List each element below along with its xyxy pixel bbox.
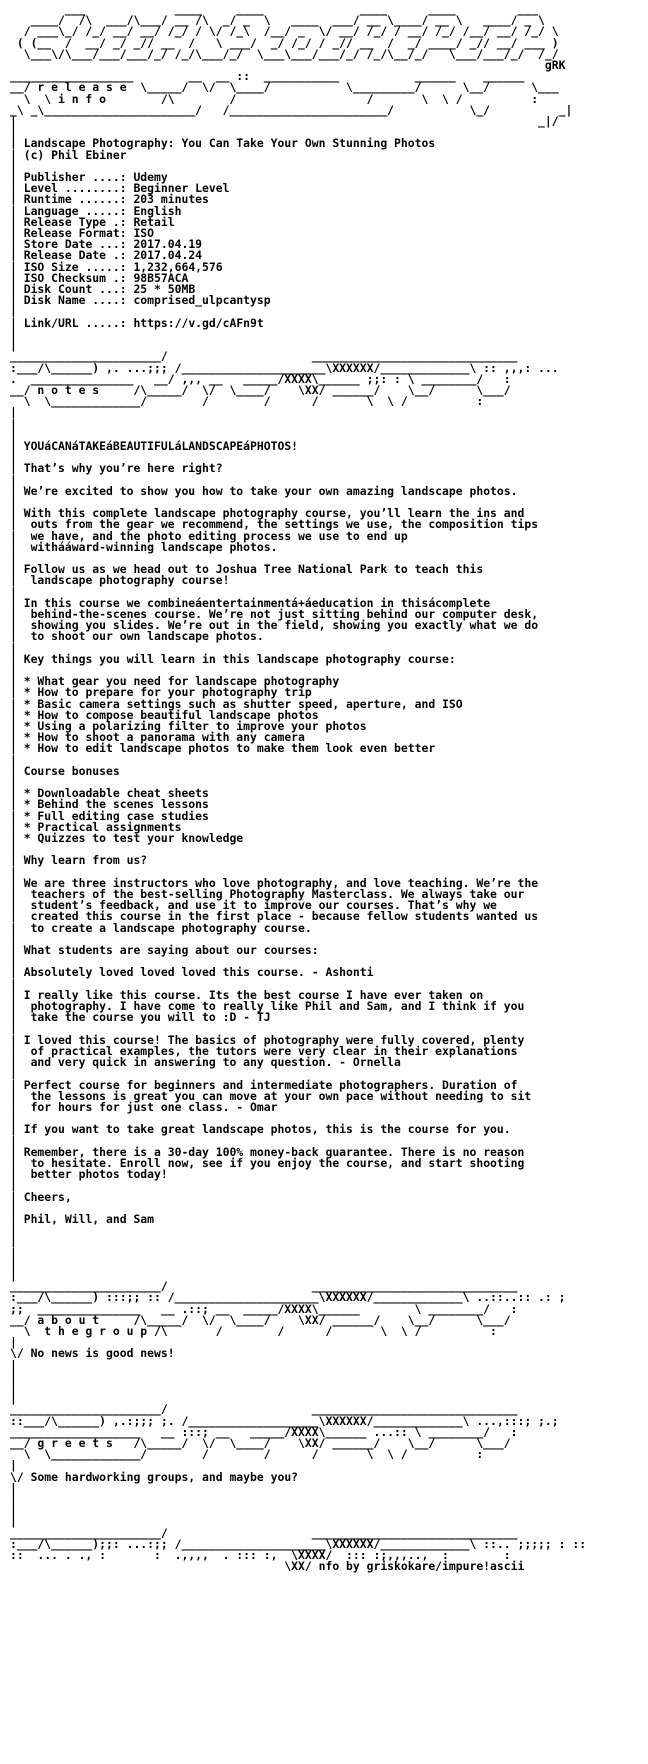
notes-body-line-text: for hours for just one class. - Omar <box>23 1099 278 1114</box>
release-field-row: | Disk Name ....: comprised_ulpcantysp <box>10 293 271 308</box>
logo-art-line-text: ( (__ / __/ _/ _// __ / \ ___/ _/ /_/ / _// __ / _/ ____/ _// __/ ___ ) <box>10 35 559 50</box>
greets-heading-line-text: __/ g r e e t s /\_____/ \/ \____/ \XX/ ______/ \__/ \___/ <box>10 1436 511 1450</box>
release-field-value: Retail <box>133 214 175 229</box>
notes-body-line-text: withááward-winning landscape photos. <box>23 539 278 554</box>
notes-body-line-text: * Basic camera settings such as shutter speed, aperture, and ISO <box>23 696 463 711</box>
notes-body-line: | created this course in the first place - because fellow students wanted us <box>10 909 539 924</box>
footer-credit <box>10 1559 524 1573</box>
notes-body-line-text: I really like this course. Its the best course I have ever taken on <box>23 987 484 1002</box>
notes-body-line: | If you want to take great landscape photos, this is the course for you. <box>10 1122 511 1137</box>
release-field-row: | ISO Checksum .: 98B57ACA <box>10 270 189 285</box>
notes-body-line-text: YOUáCANáTAKEáBEAUTIFULáLANDSCAPEáPHOTOS! <box>23 438 299 453</box>
notes-body-line-text: * Using a polarizing filter to improve your photos <box>23 719 367 733</box>
notes-body-line: | <box>10 450 24 465</box>
release-field-row: | Store Date ...: 2017.04.19 <box>10 237 203 252</box>
notes-body-line-text: In this course we combineáentertainmentá+áeducation in thisácomplete <box>23 595 491 610</box>
notes-body-line: | * How to compose beautiful landscape photos <box>10 707 319 722</box>
notes-body-line: | <box>10 472 24 487</box>
notes-body-line-text: * Practical assignments <box>23 819 182 834</box>
notes-body-line-text: We are three instructors who love photography, and love teaching. We’re the <box>23 875 539 890</box>
notes-body-line-text: we have, and the photo editing process we use to end up <box>23 528 408 543</box>
release-heading-line-text: _\ _\______________________/ /_______________________/ \_/ _| <box>10 102 573 117</box>
notes-body-line-text: outs from the gear we recommend, the settings we use, the composition tips <box>23 517 539 532</box>
notes-body-line: | to hesitate. Enroll now, see if you enjoy the course, and start shooting <box>10 1155 525 1170</box>
footer-border-line-text: ______________________/ ______________________________ <box>10 1525 518 1540</box>
release-border-line-text: __________________ __ __ :: ___________ ______ ______ <box>10 69 525 84</box>
notes-body-line-text: Remember, there is a 30-day 100% money-back guarantee. There is no reason <box>23 1144 525 1159</box>
release-field-label: Language .....: <box>23 203 127 218</box>
notes-body-line: | Cheers, <box>10 1189 72 1204</box>
greets-heading-line-text: \ \_____________/ / / / \ \ / : <box>10 1447 484 1462</box>
notes-body-line: | <box>10 1178 24 1193</box>
notes-body-line: | <box>10 842 24 857</box>
greets-border-line-text: ::___/\______) ,.:;;; ;. /___________________\XXXXXX/_____________\ ...,:::; ;.; <box>10 1413 559 1428</box>
greets-text-text: Some hardworking groups, and maybe you? <box>30 1469 299 1484</box>
notes-body-line-text: That’s why you’re here right? <box>23 461 223 476</box>
notes-body-line-text: teachers of the best-selling Photography Masterclass. We always take our <box>23 887 525 902</box>
notes-body-line-text: * What gear you need for landscape photography <box>23 674 340 689</box>
notes-body-line: | teachers of the best-selling Photography Masterclass. We always take our <box>10 887 525 902</box>
notes-body-line-text: * Behind the scenes lessons <box>23 797 209 812</box>
notes-body-line: | <box>10 1066 24 1081</box>
release-field-value: Beginner Level <box>133 181 230 196</box>
release-field-label: Runtime ......: <box>23 192 127 207</box>
release-field-value: comprised_ulpcantysp <box>133 293 271 308</box>
notes-body-line-text: the lessons is great you can move at your own pace without needing to sit <box>23 1088 532 1103</box>
notes-body-line-text: and very quick in answering to any question. - Ornella <box>23 1055 401 1070</box>
release-field-label: Release Date .: <box>23 248 127 263</box>
release-field-label: Release Type .: <box>23 214 127 229</box>
notes-body-line-text: * How to edit landscape photos to make them look even better <box>23 741 436 756</box>
notes-body-line-text: Perfect course for beginners and intermediate photographers. Duration of <box>23 1077 518 1092</box>
nfo-document: ___ ____ ____ ____ ____ ___ ____/ /\ ___/\___/ __ /\ _/ _ \ ____ ___/ __ \____/ __ \ ____/ _ \ / ___\_/ /_/ __/ __/ /_/ / \/ /_\ /__/ _ \/ __/ /_/ / __/ /_/ /__/ __/ /_/ \ ( (__ / __/ _/ _// __ / \ ___/ _/ /_/ / _// __ / _/ ____/ _// __/ ___ ) \___\/\___/___/___/_/ /_/\___/_/ \___\___/___/_/ /_/\__/_/ \___/___/_/ /_/ gRK __________________ __ __ :: ___________ ______ ______ __/ r e l e a s e \_____/ \/ \____/ \_________/ \__/ \___ \ \ i n f o /\ / / \ \ / : _\ _\______________________/ /_______________________/ \_/ _| | _|/ | | Landscape Photography: You Can Take Your Own Stunning Photos | (c) Phil Ebiner | | Publisher ....: Udemy | Level ........: Beginner Level | Runtime ......: 203 minutes | Language .....: English | Release Type .: Retail | Release Format: ISO | Store Date ...: 2017.04.19 | Release Date .: 2017.04.24 | ISO Size .....: 1,232,664,576 | ISO Checksum .: 98B57ACA | Disk Count ...: 25 * 50MB | Disk Name ....: comprised_ulpcantysp | | Link/URL .....: https://v.gd/cAFn9t | | ______________________/ ______________________________ :___/\______) ,. ...;;; /_____________________\XXXXXX/_____________\ :: ,,,: ... . _______________ __/ ,,, __ _____/XXXX\______ ;;: : \ ________/ : __/ n o t e s /\_____/ \/ \____/ \XX/ ______/ \__/ \___/ \ \_____________/ / / / \ \ / : | | | | YOUáCANáTAKEáBEAUTIFULáLANDSCAPEáPHOTOS! | | That’s why you’re here right? | | We’re excited to show you how to take your own amazing landscape photos. | | With this complete landscape photography course, you’ll learn the ins and | outs from the gear we recommend, the settings we use, the composition tips | we have, and the photo editing process we use to end up | withááward-winning landscape photos. | | Follow us as we head out to Joshua Tree National Park to teach this | landscape photography course! | | In this course we combineáentertainmentá+áeducation in thisácomplete | behind-the-scenes course. We’re not just sitting behind our computer desk, | showing you slides. We’re out in the field, showing you exactly what we do | to shoot our own landscape photos. | | Key things you will learn in this landscape photography course: | | * What gear you need for landscape photography | * How to prepare for your photography trip | * Basic camera settings such as shutter speed, aperture, and ISO | * How to compose beautiful landscape photos | * Using a polarizing filter to improve your photos | * How to shoot a panorama with any camera | * How to edit landscape photos to make them look even better | | Course bonuses | | * Downloadable cheat sheets | * Behind the scenes lessons | * Full editing case studies | * Practical assignments | * Quizzes to test your knowledge | | Why learn from us? | | We are three instructors who love photography, and love teaching. We’re the | teachers of the best-selling Photography Masterclass. We always take our | student’s feedback, and use it to improve our courses. That’s why we | created this course in the first place - because fellow students wanted us | to create a landscape photography course. | | What students are saying about our courses: | | Absolutely loved loved loved this course. - Ashonti | | I really like this course. Its the best course I have ever taken on | photography. I have come to really like Phil and Sam, and I think if you | take the course you will to :D - TJ | | I loved this course! The basics of photography were fully covered, plenty | of practical examples, the tutors were very clear in their explanations | and very quick in answering to any question. - Ornella | | Perfect course for beginners and intermediate photographers. Duration of | the lessons is great you can move at your own pace without needing to sit | for hours for just one class. - Omar | | If you want to take great landscape photos, this is the course for you. | | Remember, there is a 30-day 100% money-back guarantee. There is no reason | to hesitate. Enroll now, see if you enjoy the course, and start shooting | better photos today! | | Cheers, | | Phil, Will, and Sam | | | | | ______________________/ ______________________________ :___/\______) :::;; :: /_____________________\XXXXXX/_____________\ ..::..:: .: ; ;; _______________ __ .::; __ _____/XXXX\______ \ ________/ : __/ a b o u t /\_____/ \/ \____/ \XX/ ______/ \__/ \___/ \ t h e g r o u p /\ / / / \ \ / : | \/ No news is good news! | | | | ______________________/ ______________________________ ::___/\______) ,.:;;; ;. /___________________\XXXXXX/_____________\ ...,:::; ;.; ___________________ __ :::; __ _____/XXXX\______ ...:: \ ________/ : __/ g r e e t s /\_____/ \/ \____/ \XX/ ______/ \__/ \___/ \ \_____________/ / / / \ \ / : | \/ Some hardworking groups, and maybe you? | | | | ______________________/ ______________________________ :___/\______);;: ...:;; /_____________________\XXXXXX/_____________\ ::.. ;;;;; : :: :: ... . ., : : .,,,, . ::: :, \XXXX/ ::: :;,,,.., : : \XX/ nfo by griskokare/impure!ascii <box>10 2 587 1574</box>
release-field-value: 98B57ACA <box>133 270 189 285</box>
notes-body-line: | <box>10 864 24 879</box>
release-field-label: Disk Name ....: <box>23 293 127 308</box>
notes-body-line: | We are three instructors who love photography, and love teaching. We’re the <box>10 875 539 890</box>
release-field-row: | Runtime ......: 203 minutes <box>10 192 209 207</box>
notes-body-line: | Remember, there is a 30-day 100% money-back guarantee. There is no reason <box>10 1144 525 1159</box>
notes-body-line-text: to create a landscape photography course. <box>23 920 312 935</box>
notes-body-line: | to shoot our own landscape photos. <box>10 629 264 644</box>
notes-body-line: | Why learn from us? <box>10 853 148 868</box>
notes-body-line: | In this course we combineáentertainmentá+áeducation in thisácomplete <box>10 595 491 610</box>
notes-heading-line-text: __/ n o t e s /\_____/ \/ \____/ \XX/ ______/ \__/ \___/ <box>10 382 511 397</box>
release-copyright: | (c) Phil Ebiner <box>10 147 127 162</box>
notes-body-line-text: Absolutely loved loved loved this course. - Ashonti <box>23 965 374 980</box>
about-text: \/ No news is good news! <box>10 1346 175 1361</box>
release-field-value: ISO <box>133 226 155 241</box>
notes-body-line-text: of practical examples, the tutors were very clear in their explanations <box>23 1043 518 1058</box>
notes-body-line: | * How to shoot a panorama with any camera <box>10 730 305 745</box>
notes-body-line-text: showing you slides. We’re out in the field, showing you exactly what we do <box>23 618 539 633</box>
notes-body-line: | better photos today! <box>10 1167 168 1182</box>
notes-body-line: | landscape photography course! <box>10 573 230 588</box>
notes-body-line-text: We’re excited to show you how to take your own amazing landscape photos. <box>23 483 518 498</box>
greets-text: \/ Some hardworking groups, and maybe you? <box>10 1469 299 1484</box>
notes-body-line: | Phil, Will, and Sam <box>10 1211 155 1226</box>
notes-body-line-text: What students are saying about our courses: <box>23 943 319 958</box>
notes-body-line: | * Practical assignments <box>10 819 182 834</box>
notes-body-line: | <box>10 976 24 991</box>
notes-heading-line-text: \ \_____________/ / / / \ \ / : <box>10 394 484 409</box>
notes-body-line: | * Basic camera settings such as shutter speed, aperture, and ISO <box>10 696 463 711</box>
about-border-line-text: :___/\______) :::;; :: /_____________________\XXXXXX/_____________\ ..::..:: .: ; <box>10 1290 566 1305</box>
release-field-value: 2017.04.24 <box>133 248 203 263</box>
logo-art-line-text: ___ ____ ____ ____ ____ ___ <box>10 2 539 16</box>
notes-border-line-text: ______________________/ ______________________________ <box>10 349 518 364</box>
notes-body-line-text: landscape photography course! <box>23 573 230 588</box>
release-link-row: | Link/URL .....: https://v.gd/cAFn9t <box>10 315 264 330</box>
release-field-label: Store Date ...: <box>23 237 127 252</box>
notes-body-line: | I really like this course. Its the best course I have ever taken on <box>10 987 484 1002</box>
release-field-label: Disk Count ...: <box>23 282 127 297</box>
notes-body-line-text: With this complete landscape photography course, you’ll learn the ins and <box>23 506 525 521</box>
notes-body-line: | * What gear you need for landscape photography <box>10 674 340 689</box>
notes-border-line-text: . _______________ __/ ,,, __ _____/XXXX\______ ;;: : \ ________/ : <box>10 371 511 386</box>
notes-border-line-text: :___/\______) ,. ...;;; /_____________________\XXXXXX/_____________\ :: ,,,: ... <box>10 360 559 375</box>
notes-body-line-text: student’s feedback, and use it to improve our courses. That’s why we <box>23 898 497 913</box>
notes-body-line-text: * How to prepare for your photography trip <box>23 685 312 700</box>
notes-body-line: | YOUáCANáTAKEáBEAUTIFULáLANDSCAPEáPHOTOS! <box>10 438 299 453</box>
notes-body-line: | <box>10 1200 24 1215</box>
notes-body-line: | <box>10 584 24 599</box>
notes-body-line-text: If you want to take great landscape photos, this is the course for you. <box>23 1122 511 1137</box>
notes-body-line: | <box>10 662 24 677</box>
release-title: | Landscape Photography: You Can Take Your Own Stunning Photos <box>10 136 436 151</box>
notes-body-line: | <box>10 1133 24 1148</box>
footer-credit-text: \XX/ nfo by griskokare/impure!ascii <box>284 1559 525 1574</box>
footer-border-line-text: :: ... . ., : : .,,,, . ::: :, \XXXX/ ::: :;,,,.., : : <box>10 1548 511 1563</box>
notes-body-line: | That’s why you’re here right? <box>10 461 223 476</box>
notes-body-line-text: * Full editing case studies <box>23 808 209 823</box>
release-field-row: | Level ........: Beginner Level <box>10 181 230 196</box>
notes-body-line-text: I loved this course! The basics of photography were fully covered, plenty <box>23 1032 525 1047</box>
notes-body-line: | * Downloadable cheat sheets <box>10 786 209 801</box>
notes-body-line: | Course bonuses <box>10 763 120 778</box>
notes-body-line: | <box>10 1111 24 1126</box>
release-field-label: ISO Checksum .: <box>23 270 127 285</box>
release-field-row: | Release Date .: 2017.04.24 <box>10 248 203 263</box>
about-border-line-text: ;; _______________ __ .::; __ _____/XXXX\______ \ ________/ : <box>10 1301 518 1316</box>
notes-body-line: | * Behind the scenes lessons <box>10 797 209 812</box>
notes-body-line: | * How to prepare for your photography trip <box>10 685 312 700</box>
notes-body-line: | <box>10 1021 24 1036</box>
notes-body-line: | student’s feedback, and use it to improve our courses. That’s why we <box>10 898 497 913</box>
notes-body-line-text: to shoot our own landscape photos. <box>23 629 264 644</box>
logo-art-line-text: / ___\_/ /_/ __/ __/ /_/ / \/ /_\ /__/ _ \/ __/ /_/ / __/ /_/ /__/ __/ /_/ \ <box>10 24 559 39</box>
notes-body-line: | photography. I have come to really like Phil and Sam, and I think if you <box>10 999 525 1014</box>
notes-body-line-text: Course bonuses <box>23 763 120 778</box>
notes-body-line-text: to hesitate. Enroll now, see if you enjoy the course, and start shooting <box>23 1155 525 1170</box>
notes-body-line: | * How to edit landscape photos to make them look even better <box>10 741 436 756</box>
notes-body-line: | We’re excited to show you how to take your own amazing landscape photos. <box>10 483 518 498</box>
notes-body-line-text: behind-the-scenes course. We’re not just sitting behind our computer desk, <box>23 606 539 621</box>
notes-body-line: | to create a landscape photography course. <box>10 920 312 935</box>
notes-body-line-text: created this course in the first place - because fellow students wanted us <box>23 909 539 924</box>
notes-body-line: | <box>10 775 24 790</box>
notes-body-line-text: better photos today! <box>23 1167 168 1182</box>
notes-body-line: | What students are saying about our courses: <box>10 943 319 958</box>
greets-heading-line <box>10 1447 483 1461</box>
notes-body-line: | <box>10 954 24 969</box>
release-field-label: Release Format: <box>23 226 127 241</box>
notes-body-line: | and very quick in answering to any question. - Ornella <box>10 1055 401 1070</box>
notes-body-line: | Absolutely loved loved loved this course. - Ashonti <box>10 965 374 980</box>
notes-body-line: | <box>10 494 24 509</box>
notes-body-line: | <box>10 931 24 946</box>
release-copyright-text: (c) Phil Ebiner <box>23 147 127 162</box>
notes-body-line-text: * Quizzes to test your knowledge <box>23 831 244 846</box>
notes-body-line-text: photography. I have come to really like Phil and Sam, and I think if you <box>23 999 525 1014</box>
release-field-value: 25 * 50MB <box>133 282 196 297</box>
release-field-row: | ISO Size .....: 1,232,664,576 <box>10 259 223 274</box>
about-heading-line <box>10 1324 497 1338</box>
notes-body-line-text: * How to compose beautiful landscape photos <box>23 707 319 722</box>
about-text-text: No news is good news! <box>30 1346 175 1361</box>
notes-body-line: | * Using a polarizing filter to improve your photos <box>10 719 367 733</box>
about-heading-line-text: \ t h e g r o u p /\ / / / \ \ / : <box>10 1323 497 1338</box>
notes-body-line: | <box>10 640 24 655</box>
release-field-row: | Language .....: English <box>10 203 182 218</box>
about-border-line-text: ______________________/ ______________________________ <box>10 1279 518 1294</box>
release-field-value: English <box>133 203 182 218</box>
release-link-label: Link/URL .....: <box>23 315 127 330</box>
notes-body-line-text: * How to shoot a panorama with any camera <box>23 730 305 745</box>
notes-body-line-text: Key things you will learn in this landscape photography course: <box>23 651 456 666</box>
release-field-value: 203 minutes <box>133 192 209 207</box>
notes-body-line: | of practical examples, the tutors were very clear in their explanations <box>10 1043 518 1058</box>
release-field-value: 1,232,664,576 <box>133 259 223 274</box>
notes-body-line: | Follow us as we head out to Joshua Tree National Park to teach this <box>10 562 484 577</box>
notes-body-line-text: Cheers, <box>23 1189 72 1204</box>
notes-body-line: | I loved this course! The basics of photography were fully covered, plenty <box>10 1032 525 1047</box>
greets-border-line-text: ___________________ __ :::; __ _____/XXXX\______ ...:: \ ________/ : <box>10 1424 518 1439</box>
notes-body-line-text: Why learn from us? <box>23 853 148 868</box>
notes-body-line: | Perfect course for beginners and intermediate photographers. Duration of <box>10 1077 518 1092</box>
release-field-label: Level ........: <box>23 181 127 196</box>
logo-art-line-text: ____/ /\ ___/\___/ __ /\ _/ _ \ ____ ___/ __ \____/ __ \ ____/ _ \ <box>10 13 545 28</box>
release-field-value: 2017.04.19 <box>133 237 203 252</box>
release-field-label: Publisher ....: <box>23 170 127 185</box>
notes-body-line: | Key things you will learn in this landscape photography course: <box>10 651 456 666</box>
release-link-url[interactable]: https://v.gd/cAFn9t <box>133 315 264 330</box>
notes-body-line: | showing you slides. We’re out in the field, showing you exactly what we do <box>10 618 539 633</box>
notes-body-line-text: Follow us as we head out to Joshua Tree National Park to teach this <box>23 562 484 577</box>
release-field-row: | Release Type .: Retail <box>10 214 175 229</box>
release-field-row: | Release Format: ISO <box>10 226 155 241</box>
notes-body-line: | <box>10 752 24 767</box>
notes-body-line-text: Phil, Will, and Sam <box>23 1211 155 1226</box>
release-field-row: | Disk Count ...: 25 * 50MB <box>10 282 196 297</box>
logo-art-line-text: gRK <box>10 58 566 73</box>
notes-heading-line <box>10 394 483 408</box>
notes-body-line: | withááward-winning landscape photos. <box>10 539 278 554</box>
release-field-row: | Publisher ....: Udemy <box>10 170 168 185</box>
release-heading-line-text: \ \ i n f o /\ / / \ \ / : <box>10 91 539 106</box>
notes-body-line: | behind-the-scenes course. We’re not just sitting behind our computer desk, <box>10 606 539 621</box>
notes-body-line: | we have, and the photo editing process we use to end up <box>10 528 408 543</box>
release-border-line-text: __/ r e l e a s e \_____/ \/ \____/ \_________/ \__/ \___ <box>10 80 559 95</box>
notes-body-line: | outs from the gear we recommend, the settings we use, the composition tips <box>10 517 539 532</box>
notes-body-line: | * Quizzes to test your knowledge <box>10 831 244 846</box>
release-spacer-text: | _|/ <box>10 114 559 129</box>
release-title-text: Landscape Photography: You Can Take Your Own Stunning Photos <box>23 136 436 151</box>
footer-border-line-text: :___/\______);;: ...:;; /_____________________\XXXXXX/_____________\ ::.. ;;;;; : :: <box>10 1536 587 1551</box>
release-spacer <box>10 114 559 128</box>
notes-body-line: | take the course you will to :D - TJ <box>10 1010 271 1025</box>
notes-body-line: | for hours for just one class. - Omar <box>10 1099 278 1114</box>
notes-body-line: | the lessons is great you can move at your own pace without needing to sit <box>10 1088 532 1103</box>
about-heading-line-text: __/ a b o u t /\_____/ \/ \____/ \XX/ ______/ \__/ \___/ <box>10 1312 511 1327</box>
logo-art-line-text: \___\/\___/___/___/_/ /_/\___/_/ \___\___/___/_/ /_/\__/_/ \___/___/_/ /_/ <box>10 46 559 61</box>
notes-body-line-text: * Downloadable cheat sheets <box>23 786 209 801</box>
notes-body-line-text: take the course you will to :D - TJ <box>23 1010 271 1025</box>
release-field-label: ISO Size .....: <box>23 259 127 274</box>
notes-body-line: | With this complete landscape photography course, you’ll learn the ins and <box>10 506 525 521</box>
notes-body-line: | <box>10 550 24 565</box>
notes-body-line: | * Full editing case studies <box>10 808 209 823</box>
greets-border-line-text: ______________________/ ______________________________ <box>10 1402 518 1417</box>
release-field-value: Udemy <box>133 170 168 185</box>
